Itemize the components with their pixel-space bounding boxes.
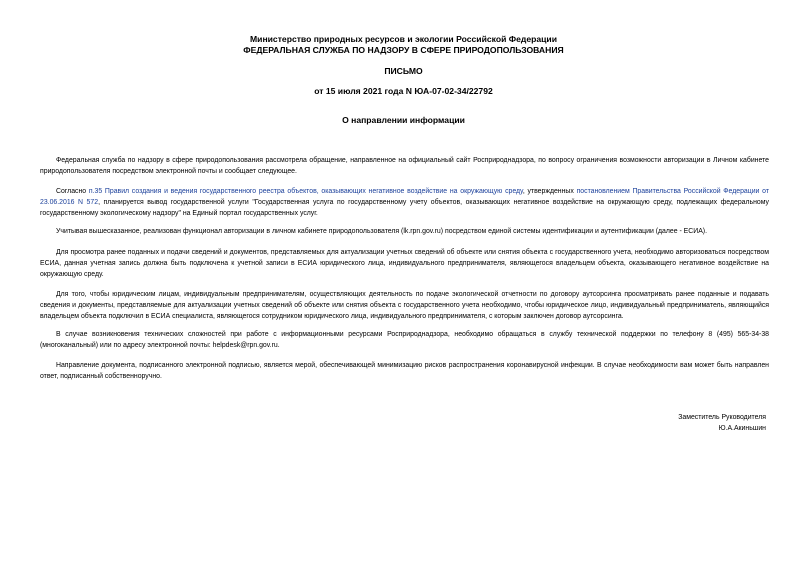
document-subject: О направлении информации	[342, 115, 465, 125]
paragraph-2-mid: , утвержденных	[522, 188, 577, 195]
paragraph-5-text: Для того, чтобы юридическим лицам, индивидуальным предпринимателям, осуществляющих деятельность по подаче экологической отчетности по договору аутсорсинга просматривать ранее поданные и подавать сведения и документы, представляемые для актуализации учетных сведений об объекте или снятия объекта с государственного учета необходимо, чтобы юридическое лицо, индивидуальный предприниматель, являющийся владельцем объекта подключил в ЕСИА специалиста, являющегося сотрудником юридического лица, индивидуального предпринимателя, с которым заключен договор аутсорсинга.	[40, 291, 769, 320]
paragraph-4-text: Для просмотра ранее поданных и подачи сведений и документов, представляемых для актуализации учетных сведений об объекте или снятия объекта с государственного учета, необходимо авторизоваться посредством ЕСИА, данная учетная запись должна быть подключена к учетной записи в ЕСИА юридического лица, индивидуального предпринимателя, являющегося владельцем объекта, оказывающего негативное воздействие на окружающую среду.	[40, 249, 769, 278]
paragraph-2	[40, 186, 769, 219]
paragraph-5	[40, 289, 769, 322]
ministry-name: Министерство природных ресурсов и экологии Российской Федерации	[250, 34, 557, 44]
paragraph-2-suffix: , планируется вывод государственной услуги "Государственная услуга по государственному учету объектов, оказывающих негативное воздействие на окружающую среду, подлежащих федеральному государственному экологическому надзору" на Единый портал государственных услуг.	[40, 199, 769, 217]
paragraph-2-prefix: Согласно	[56, 188, 89, 195]
signatory-name: Ю.А.Акиньшин	[718, 425, 766, 432]
paragraph-6	[40, 329, 769, 351]
resolution-link[interactable]: постановлением Правительства Российской Федерации от 23.06.2016 N 572	[40, 188, 769, 206]
paragraph-6-text: В случае возникновения технических сложностей при работе с информационными ресурсами Росприроднадзора, необходимо обращаться в службу технической поддержки по телефону 8 (495) 565-34-38 (многоканальный) или по адресу электронной почты: helpdesk@rpn.gov.ru.	[40, 331, 769, 349]
paragraph-1-text: Федеральная служба по надзору в сфере природопользования рассмотрела обращение, направленное на официальный сайт Росприроднадзора, по вопросу ограничения возможности авторизации в Личном кабинете природопользователя посредством электронной почты и сообщает следующее.	[40, 157, 769, 175]
paragraph-3	[40, 226, 769, 237]
paragraph-1	[40, 155, 769, 177]
paragraph-7	[40, 360, 769, 382]
signatory-position: Заместитель Руководителя	[678, 414, 766, 421]
rules-link[interactable]: п.35 Правил создания и ведения государственного реестра объектов, оказывающих негативное воздействие на окружающую среду	[88, 188, 523, 195]
paragraph-3-text: Учитывая вышесказанное, реализован функционал авторизации в личном кабинете природопользователя (lk.rpn.gov.ru) посредством единой системы идентификации и аутентификации (далее - ЕСИА).	[56, 228, 708, 235]
paragraph-7-text: Направление документа, подписанного электронной подписью, является мерой, обеспечивающей минимизацию рисков распространения коронавирусной инфекции. В случае необходимости вам может быть направлен ответ, подписанный собственноручно.	[40, 362, 769, 380]
paragraph-4	[40, 247, 769, 280]
document-type: ПИСЬМО	[384, 66, 423, 76]
service-name: ФЕДЕРАЛЬНАЯ СЛУЖБА ПО НАДЗОРУ В СФЕРЕ ПРИРОДОПОЛЬЗОВАНИЯ	[243, 45, 564, 55]
document-date-number: от 15 июля 2021 года N ЮА-07-02-34/22792	[314, 86, 493, 96]
